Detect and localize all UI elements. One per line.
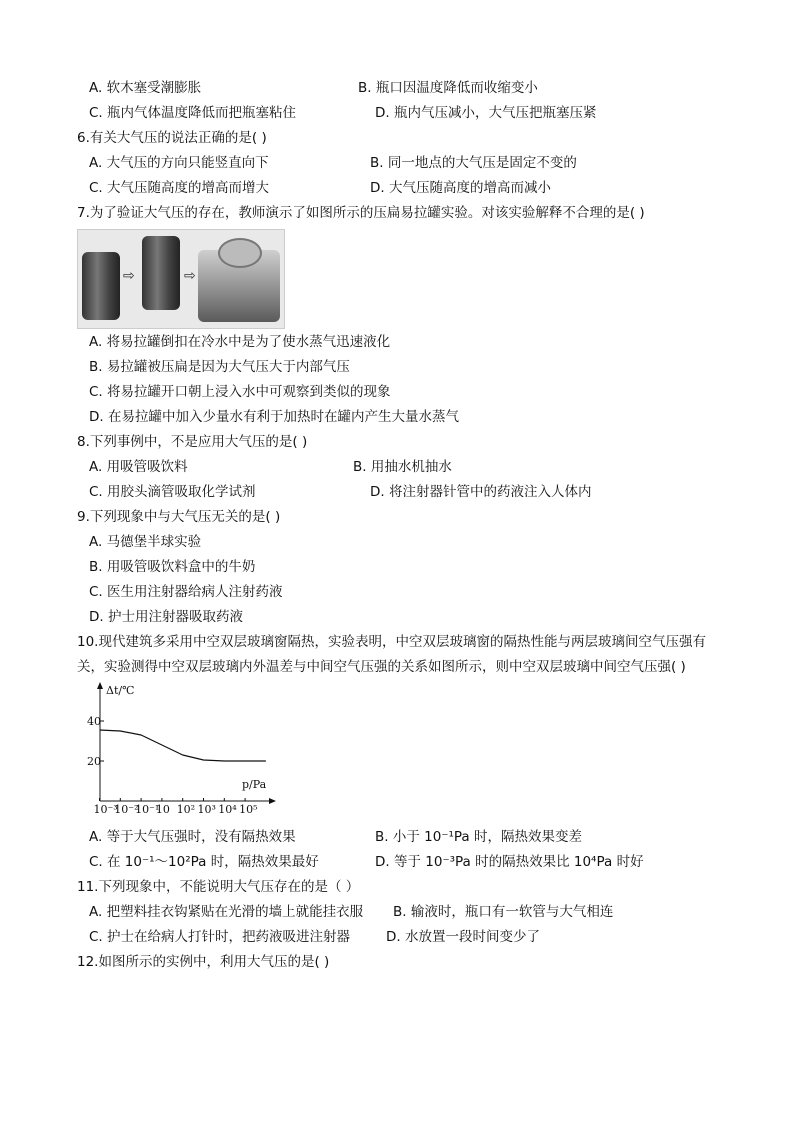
q8-option-b: B. 用抽水机抽水 xyxy=(353,459,452,475)
q5-option-a: A. 软木塞受潮膨胀 xyxy=(89,80,202,96)
q8-stem: 8.下列事例中，不是应用大气压的是( ) xyxy=(77,434,308,450)
q10-stem-line2: 关，实验测得中空双层玻璃内外温差与中间空气压强的关系如图所示，则中空双层玻璃中间空气压强( ) xyxy=(77,659,686,675)
q11-stem: 11.下列现象中，不能说明大气压存在的是（ ） xyxy=(77,879,360,895)
y-tick-label: 20 xyxy=(87,755,101,768)
x-tick-label: 10⁴ xyxy=(218,803,237,815)
q8-option-a: A. 用吸管吸饮料 xyxy=(89,459,188,475)
q6-option-d: D. 大气压随高度的增高而减小 xyxy=(370,180,551,196)
q10-option-a: A. 等于大气压强时，没有隔热效果 xyxy=(89,829,296,845)
q9-option-d: D. 护士用注射器吸取药液 xyxy=(89,609,243,625)
arrow-icon: ⇨ xyxy=(184,268,196,284)
q10-option-c: C. 在 10⁻¹～10²Pa 时，隔热效果最好 xyxy=(89,854,319,870)
q7-option-d: D. 在易拉罐中加入少量水有利于加热时在罐内产生大量水蒸气 xyxy=(89,409,459,425)
can-crush-experiment-photo xyxy=(77,229,285,329)
y-axis-arrow xyxy=(97,682,103,689)
crushed-can-image xyxy=(218,238,262,268)
q6-option-c: C. 大气压随高度的增高而增大 xyxy=(89,180,270,196)
q7-option-c: C. 将易拉罐开口朝上浸入水中可观察到类似的现象 xyxy=(89,384,391,400)
q11-option-a: A. 把塑料挂衣钩紧贴在光滑的墙上就能挂衣服 xyxy=(89,904,364,920)
q6-option-b: B. 同一地点的大气压是固定不变的 xyxy=(370,155,577,171)
q5-option-b: B. 瓶口因温度降低而收缩变小 xyxy=(358,80,538,96)
q7-stem: 7.为了验证大气压的存在，教师演示了如图所示的压扁易拉罐实验。对该实验解释不合理的是( ) xyxy=(77,205,645,221)
y-tick-label: 40 xyxy=(87,715,101,728)
q6-stem: 6.有关大气压的说法正确的是( ) xyxy=(77,130,267,146)
x-tick-label: 10⁵ xyxy=(239,803,258,815)
q11-option-d: D. 水放置一段时间变少了 xyxy=(386,929,540,945)
x-tick-label: 10⁻³ xyxy=(93,803,118,815)
x-tick-label: 10³ xyxy=(197,803,216,815)
can-image-1 xyxy=(82,252,120,320)
q9-option-c: C. 医生用注射器给病人注射药液 xyxy=(89,584,283,600)
x-tick-label: 10² xyxy=(176,803,196,815)
data-series-line xyxy=(100,730,266,761)
q11-option-c: C. 护士在给病人打针时，把药液吸进注射器 xyxy=(89,929,351,945)
y-axis-label: Δt/℃ xyxy=(106,684,135,697)
x-tick-label: 10⁻² xyxy=(114,803,139,815)
q5-option-d: D. 瓶内气压减小，大气压把瓶塞压紧 xyxy=(375,105,597,121)
x-axis-label: p/Pa xyxy=(242,778,267,791)
temperature-pressure-chart xyxy=(86,680,286,815)
q7-option-a: A. 将易拉罐倒扣在冷水中是为了使水蒸气迅速液化 xyxy=(89,334,391,350)
q11-option-b: B. 输液时，瓶口有一软管与大气相连 xyxy=(393,904,614,920)
q8-option-c: C. 用胶头滴管吸取化学试剂 xyxy=(89,484,256,500)
q10-option-d: D. 等于 10⁻³Pa 时的隔热效果比 10⁴Pa 时好 xyxy=(375,854,644,870)
q12-stem: 12.如图所示的实例中，利用大气压的是( ) xyxy=(77,954,330,970)
x-tick-label: 10 xyxy=(155,803,170,815)
q9-stem: 9.下列现象中与大气压无关的是( ) xyxy=(77,509,281,525)
x-axis-arrow xyxy=(269,798,276,804)
q10-stem-line1: 10.现代建筑多采用中空双层玻璃窗隔热，实验表明，中空双层玻璃窗的隔热性能与两层玻璃间空气压强有 xyxy=(77,634,706,650)
arrow-icon: ⇨ xyxy=(123,268,135,284)
x-tick-label: 10⁻¹ xyxy=(135,803,160,815)
q10-option-b: B. 小于 10⁻¹Pa 时，隔热效果变差 xyxy=(375,829,582,845)
q8-option-d: D. 将注射器针管中的药液注入人体内 xyxy=(370,484,592,500)
q9-option-b: B. 用吸管吸饮料盒中的牛奶 xyxy=(89,559,256,575)
q7-option-b: B. 易拉罐被压扁是因为大气压大于内部气压 xyxy=(89,359,350,375)
q5-option-c: C. 瓶内气体温度降低而把瓶塞粘住 xyxy=(89,105,297,121)
q6-option-a: A. 大气压的方向只能竖直向下 xyxy=(89,155,269,171)
can-image-2 xyxy=(142,236,180,310)
q9-option-a: A. 马德堡半球实验 xyxy=(89,534,202,550)
